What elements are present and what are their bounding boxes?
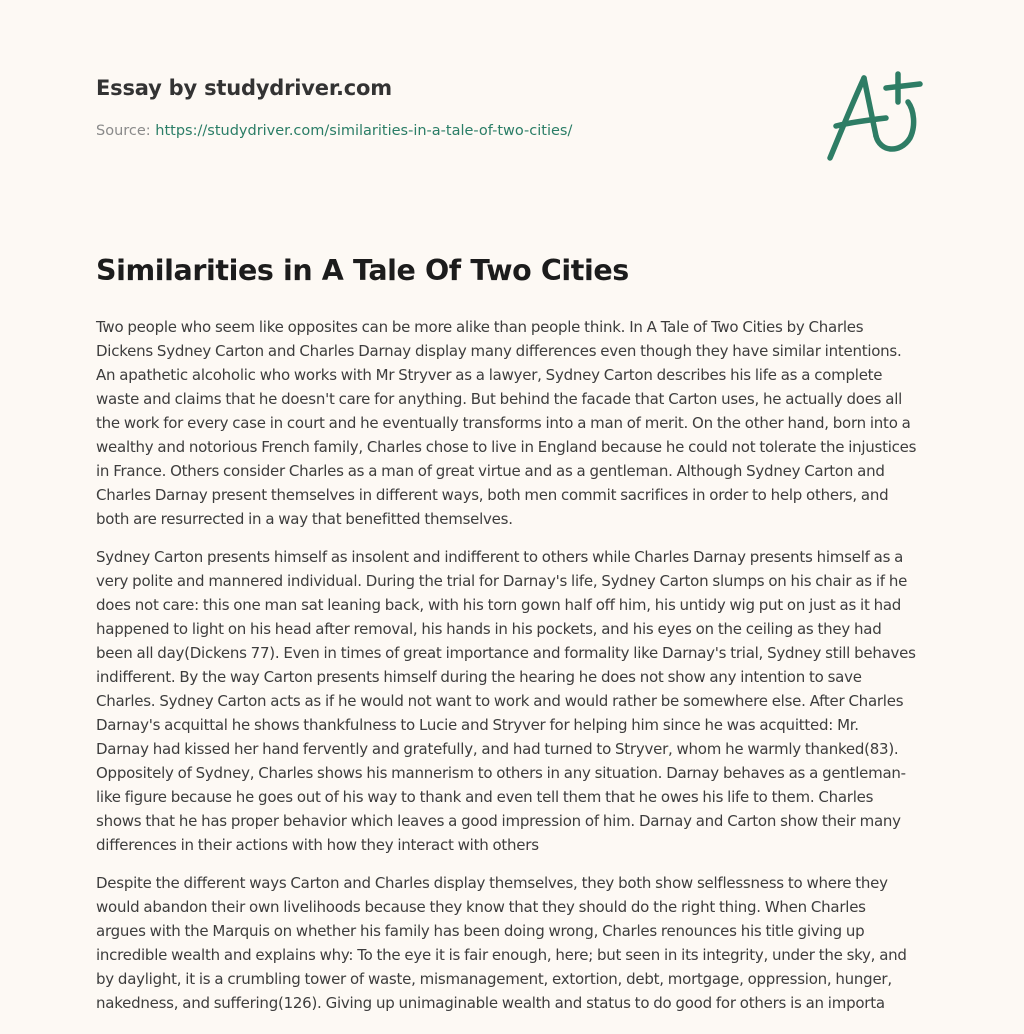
text-line: like figure because he goes out of his way to thank and even tell them that he owes his life to them. Charles bbox=[96, 788, 874, 806]
page-header bbox=[96, 0, 932, 240]
text-line: Two people who seem like opposites can be more alike than people think. In A Tale of Two Cities by Charles bbox=[96, 318, 864, 336]
text-line: very polite and mannered individual. During the trial for Darnay's life, Sydney Carton slumps on his chair as if he bbox=[96, 572, 908, 590]
text-line: happened to light on his head after removal, his hands in his pockets, and his eyes on the ceiling as they had bbox=[96, 620, 882, 638]
text-line: both are resurrected in a way that benefitted themselves. bbox=[96, 510, 513, 528]
essay-title: Similarities in A Tale Of Two Cities bbox=[96, 254, 629, 287]
source-label: Source: bbox=[96, 123, 151, 139]
text-line: Charles. Sydney Carton acts as if he would not want to work and would rather be somewhere else. After Charles bbox=[96, 692, 904, 710]
source-line bbox=[96, 123, 572, 139]
site-title: Essay by studydriver.com bbox=[96, 76, 392, 100]
text-line: does not care: this one man sat leaning back, with his torn gown half off him, his untidy wig put on just as it had bbox=[96, 596, 902, 614]
text-line: An apathetic alcoholic who works with Mr Stryver as a lawyer, Sydney Carton describes his life as a complete bbox=[96, 366, 883, 384]
essay-paragraph bbox=[96, 315, 932, 531]
text-line: in France. Others consider Charles as a man of great virtue and as a gentleman. Although Sydney Carton and bbox=[96, 462, 885, 480]
text-line: incredible wealth and explains why: To the eye it is fair enough, here; but seen in its integrity, under the sky, and bbox=[96, 946, 907, 964]
text-line: Dickens Sydney Carton and Charles Darnay display many differences even though they have similar intentions. bbox=[96, 342, 902, 360]
text-line: Oppositely of Sydney, Charles shows his mannerism to others in any situation. Darnay behaves as a gentleman- bbox=[96, 764, 906, 782]
text-line: the work for every case in court and he eventually transforms into a man of merit. On the other hand, born into a bbox=[96, 414, 911, 432]
text-line: Darnay's acquittal he shows thankfulness to Lucie and Stryver for helping him since he was acquitted: Mr. bbox=[96, 716, 859, 734]
essay-body bbox=[96, 315, 932, 1029]
source-link[interactable]: https://studydriver.com/similarities-in-a-tale-of-two-cities/ bbox=[155, 123, 573, 139]
essay-paragraph bbox=[96, 871, 932, 1015]
text-line: Despite the different ways Carton and Charles display themselves, they both show selflessness to where they bbox=[96, 874, 888, 892]
text-line: nakedness, and suffering(126). Giving up unimaginable wealth and status to do good for others is an importa bbox=[96, 994, 885, 1012]
text-line: Charles Darnay present themselves in different ways, both men commit sacrifices in order to help others, and bbox=[96, 486, 889, 504]
text-line: argues with the Marquis on whether his family has been doing wrong, Charles renounces his title giving up bbox=[96, 922, 865, 940]
text-line: wealthy and notorious French family, Charles chose to live in England because he could not tolerate the injustices bbox=[96, 438, 917, 456]
essay-paragraph bbox=[96, 545, 932, 857]
text-line: by daylight, it is a crumbling tower of waste, mismanagement, extortion, debt, mortgage, oppression, hunger, bbox=[96, 970, 892, 988]
essay-page bbox=[96, 0, 932, 1012]
text-line: Darnay had kissed her hand fervently and gratefully, and had turned to Stryver, whom he warmly thanked(83). bbox=[96, 740, 899, 758]
text-line: indifferent. By the way Carton presents himself during the hearing he does not show any intention to save bbox=[96, 668, 862, 686]
text-line: been all day(Dickens 77). Even in times of great importance and formality like Darnay's trial, Sydney still behaves bbox=[96, 644, 916, 662]
text-line: Sydney Carton presents himself as insolent and indifferent to others while Charles Darnay presents himself as a bbox=[96, 548, 904, 566]
text-line: waste and claims that he doesn't care for anything. But behind the facade that Carton uses, he actually does all bbox=[96, 390, 903, 408]
a-plus-grade-icon bbox=[824, 68, 926, 164]
text-line: shows that he has proper behavior which leaves a good impression of him. Darnay and Carton show their many bbox=[96, 812, 901, 830]
text-line: differences in their actions with how they interact with others bbox=[96, 836, 539, 854]
text-line: would abandon their own livelihoods because they know that they should do the right thing. When Charles bbox=[96, 898, 866, 916]
